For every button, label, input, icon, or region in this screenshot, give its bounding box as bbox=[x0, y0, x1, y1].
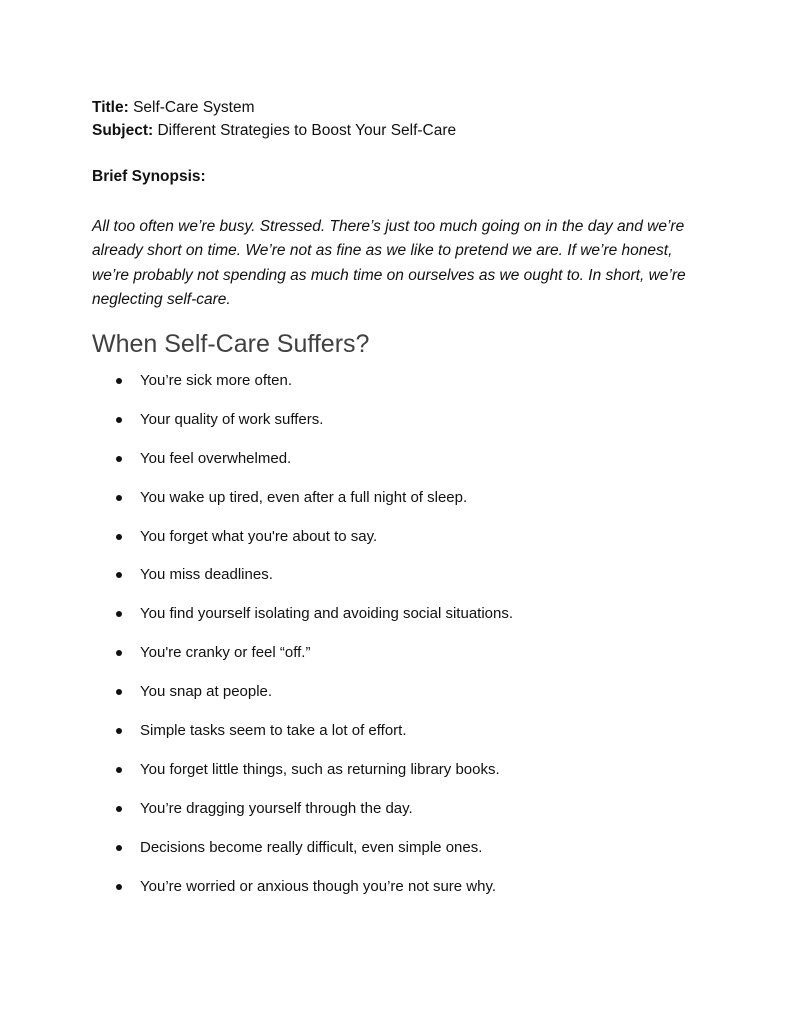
subject-line bbox=[92, 119, 456, 142]
list-item bbox=[116, 601, 513, 640]
list-item bbox=[116, 485, 513, 524]
document-meta bbox=[92, 96, 456, 142]
list-item-text: You're cranky or feel “off.” bbox=[140, 644, 311, 662]
list-item bbox=[116, 718, 513, 757]
list-item bbox=[116, 796, 513, 835]
synopsis-text: All too often we’re busy. Stressed. There’s just too much going on in the day and we’re already short on time. We’re not as fine as we like to pretend we are. If we’re honest, we’re probably not spending as much time on ourselves as we ought to. In short, we’re neglecting self-care. bbox=[92, 218, 686, 308]
bullet-icon bbox=[116, 650, 122, 656]
list-item-text: You’re worried or anxious though you’re not sure why. bbox=[140, 877, 497, 895]
bullet-icon bbox=[116, 534, 122, 540]
title-key: Title: bbox=[92, 99, 129, 116]
bullet-icon bbox=[116, 495, 122, 501]
bullet-icon bbox=[116, 845, 122, 851]
list-item bbox=[116, 679, 513, 718]
list-item-text: You forget what you're about to say. bbox=[140, 527, 378, 545]
list-item bbox=[116, 368, 513, 407]
bullet-icon bbox=[116, 378, 122, 384]
list-item-text: You miss deadlines. bbox=[140, 566, 273, 584]
title-line bbox=[92, 96, 456, 119]
bullet-icon bbox=[116, 806, 122, 812]
list-item-text: You’re dragging yourself through the day. bbox=[140, 799, 413, 817]
list-item-text: You wake up tired, even after a full night of sleep. bbox=[140, 488, 468, 506]
list-item-text: Simple tasks seem to take a lot of effort. bbox=[140, 722, 407, 740]
bullet-icon bbox=[116, 611, 122, 617]
list-item-text: You’re sick more often. bbox=[140, 372, 293, 389]
list-item bbox=[116, 640, 513, 679]
list-item-text: Decisions become really difficult, even simple ones. bbox=[140, 838, 483, 856]
bullet-icon bbox=[116, 417, 122, 423]
list-item-text: You feel overwhelmed. bbox=[140, 449, 292, 467]
subject-key: Subject: bbox=[92, 122, 154, 139]
list-item-text: Your quality of work suffers. bbox=[140, 410, 324, 428]
bullet-icon bbox=[116, 689, 122, 695]
list-item bbox=[116, 446, 513, 485]
list-item-text: You snap at people. bbox=[140, 683, 273, 701]
list-item bbox=[116, 407, 513, 446]
list-item-text: You forget little things, such as returning library books. bbox=[140, 760, 500, 778]
list-item bbox=[116, 835, 513, 874]
list-item-text: You find yourself isolating and avoiding social situations. bbox=[140, 605, 514, 623]
bullet-icon bbox=[116, 728, 122, 734]
synopsis-label: Brief Synopsis: bbox=[92, 168, 206, 185]
bullet-icon bbox=[116, 456, 122, 462]
list-item bbox=[116, 524, 513, 563]
bullet-icon bbox=[116, 884, 122, 890]
bullet-icon bbox=[116, 767, 122, 773]
title-value: Self-Care System bbox=[133, 99, 255, 116]
list-item bbox=[116, 874, 513, 913]
bullet-icon bbox=[116, 572, 122, 578]
subject-value: Different Strategies to Boost Your Self-Care bbox=[157, 122, 457, 139]
list-item bbox=[116, 562, 513, 601]
list-item bbox=[116, 757, 513, 796]
symptom-list bbox=[116, 368, 513, 912]
section-heading: When Self-Care Suffers? bbox=[92, 330, 370, 358]
